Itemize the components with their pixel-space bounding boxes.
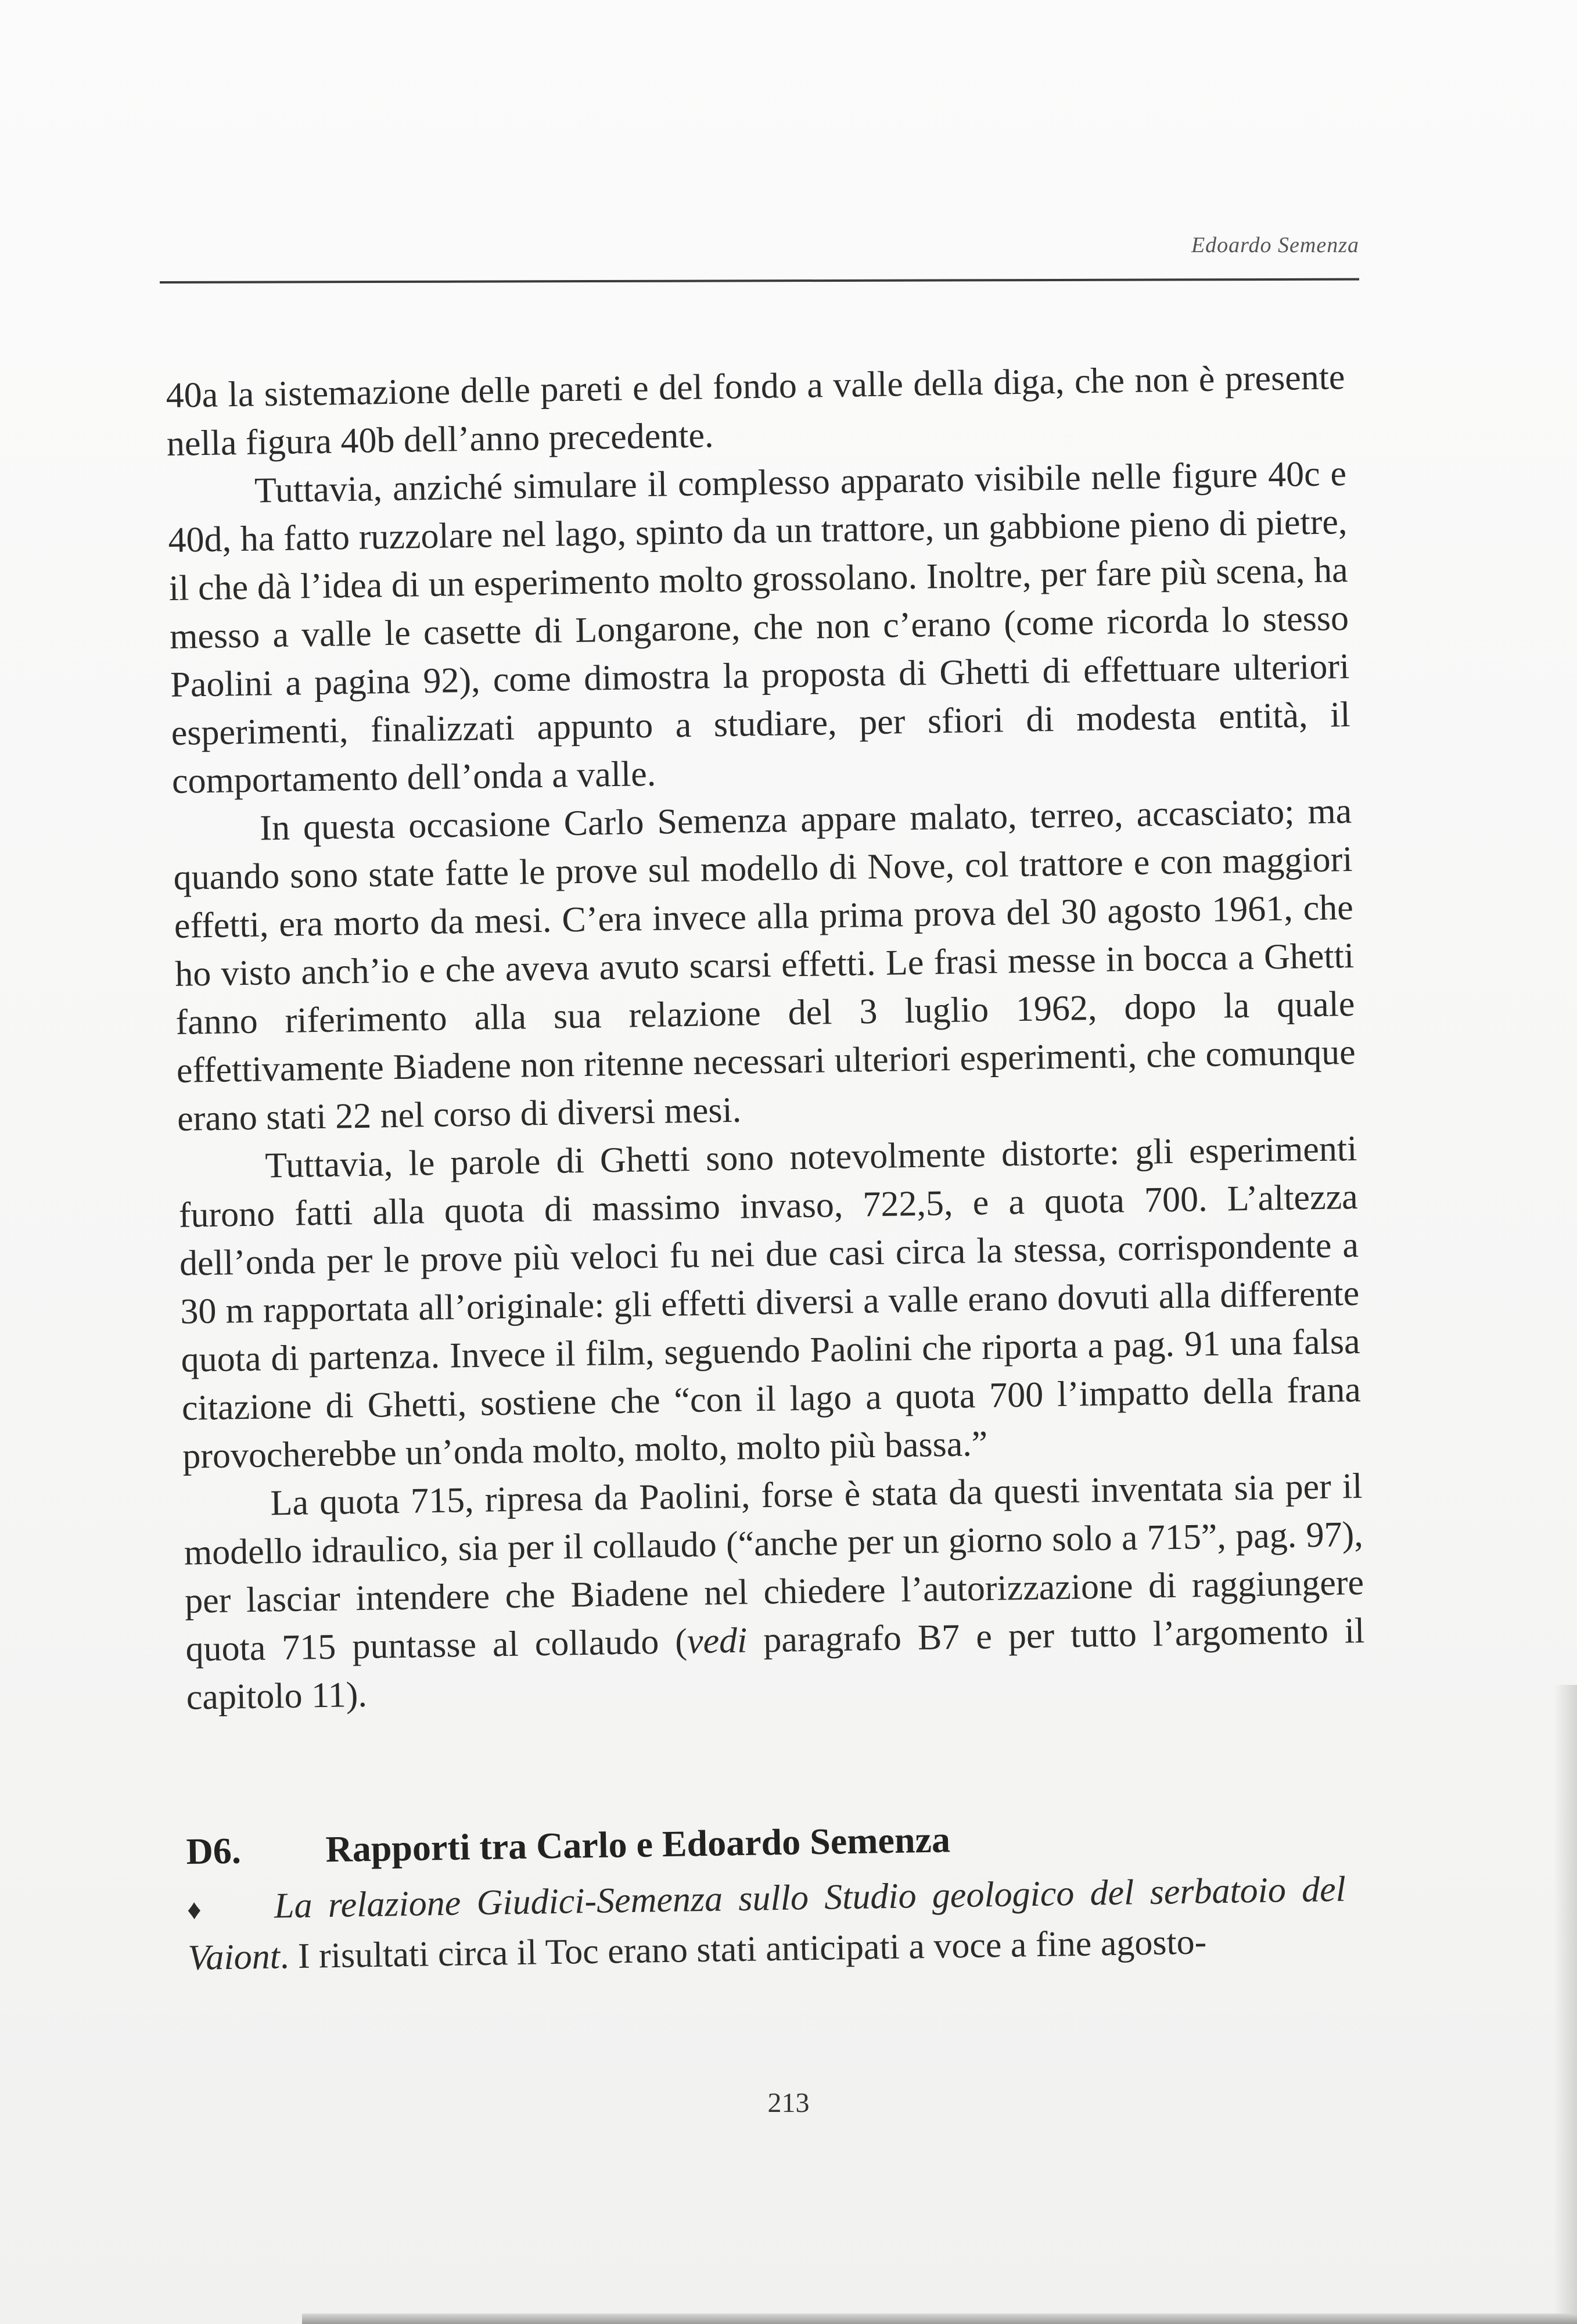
section-heading — [186, 1812, 1345, 1873]
running-head: Edoardo Semenza — [1191, 233, 1359, 257]
page-number: 213 — [767, 2088, 810, 2118]
paragraph-5-text-a: La quota 715, ripresa da Paolini, forse è stata da questi inventata sia per il modello idraulico, sia per il collaudo (“anche per un giorno solo a 715”, pag. 97), per lasciar intendere che Biadene nel chiedere l’autorizzazione di raggiungere quota 715 puntasse al collaudo ( — [184, 1466, 1364, 1669]
paragraph-5-text-b: paragrafo B7 e per tutto l’argomento il capitolo 11). — [186, 1611, 1365, 1717]
paragraph-5 — [183, 1462, 1366, 1722]
page-bottom-edge — [302, 2314, 1577, 2324]
section-d6 — [186, 1812, 1347, 1982]
header-rule — [160, 278, 1359, 284]
paragraph-5-italic: vedi — [687, 1620, 748, 1662]
section-lead-italic: La relazione Giudici-Semenza sullo Studio geologico del serbatoio del Vaiont — [187, 1869, 1346, 1978]
section-lead-text: . I risultati circa il Toc erano stati anticipati a voce a fine agosto- — [279, 1922, 1207, 1977]
diamond-bullet-icon: ♦ — [186, 1894, 202, 1925]
section-paragraph — [186, 1866, 1346, 1982]
section-title: Rapporti tra Carlo e Edoardo Semenza — [325, 1819, 951, 1870]
page-edge-shadow — [1554, 1685, 1577, 2324]
paragraph-4: Tuttavia, le parole di Ghetti sono notevolmente distorte: gli esperimenti furono fatti alla quota di massimo invaso, 722,5, e a quota 700. L’altezza dell’onda per le prove più veloci fu nei due casi circa la stessa, corrispondente a 30 m rapportata all’originale: gli effetti diversi a valle erano dovuti alla differente quota di partenza. Invece il film, seguendo Paolini che riporta a pag. 91 una falsa citazione di Ghetti, sostiene che “con il lago a quota 700 l’impatto della frana provocherebbe un’onda molto, molto, molto più bassa.” — [178, 1128, 1362, 1476]
section-number: D6. — [186, 1830, 242, 1872]
paragraph-3: In questa occasione Carlo Semenza appare malato, terreo, accasciato; ma quando sono state fatte le prove sul modello di Nove, col trattore e con maggiori effetti, era morto da mesi. C’era invece alla prima prova del 30 agosto 1961, che ho visto anch’io e che aveva avuto scarsi effetti. Le frasi messe in bocca a Ghetti fanno riferimento alla sua relazione del 3 luglio 1962, dopo la quale effettivamente Biadene non ritenne necessari ulteriori esperimenti, che comunque erano stati 22 nel corso di diversi mesi. — [173, 791, 1356, 1139]
paragraph-1: 40a la sistemazione delle pareti e del fondo a valle della diga, che non è presente nella figura 40b dell’anno precedente. — [166, 357, 1345, 464]
body-text — [166, 353, 1366, 1722]
paragraph-2: Tuttavia, anziché simulare il complesso apparato visibile nelle figure 40c e 40d, ha fatto ruzzolare nel lago, spinto da un trattore, un gabbione pieno di pietre, il che dà l’idea di un esperimento molto grossolano. Inoltre, per fare più scena, ha messo a valle le casette di Longarone, che non c’erano (come ricorda lo stesso Paolini a pagina 92), come dimostra la proposta di Ghetti di effettuare ulteriori esperimenti, finalizzati appunto a studiare, per sfiori di modesta entità, il comportamento dell’onda a valle. — [168, 454, 1351, 801]
